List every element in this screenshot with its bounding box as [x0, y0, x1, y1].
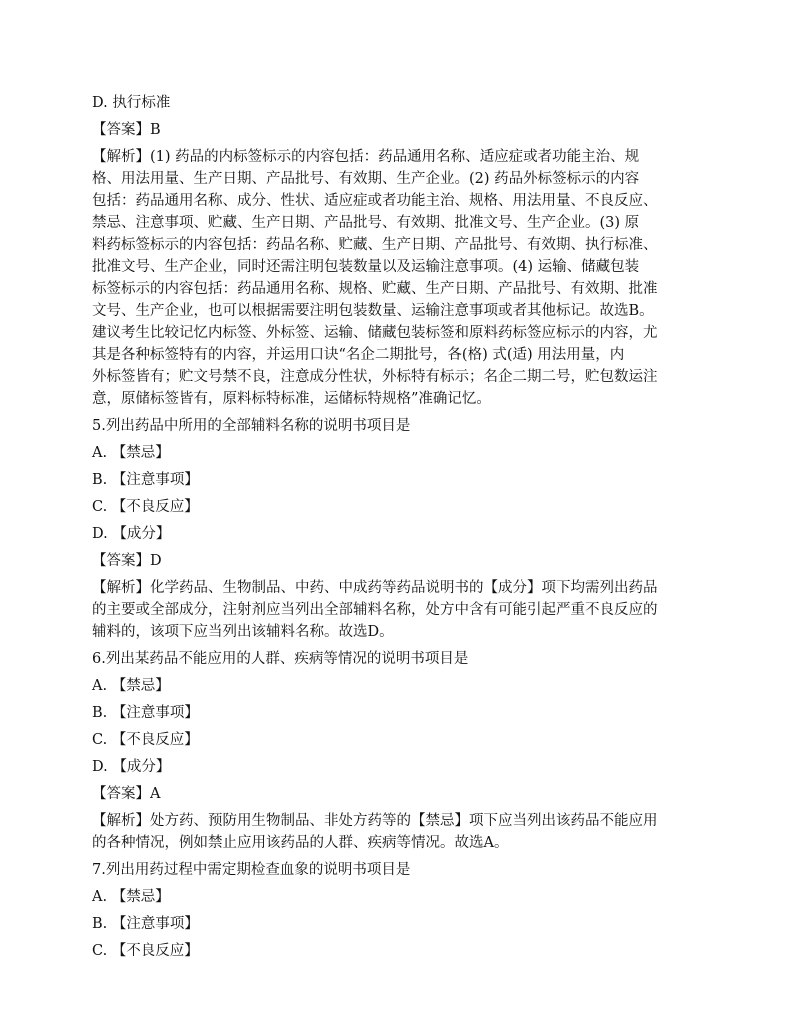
q6-answer: 【答案】A	[92, 786, 161, 802]
q5-option-a: A. 【禁忌】	[92, 445, 170, 461]
q6-option-c: C. 【不良反应】	[92, 732, 199, 748]
q5-explanation	[92, 577, 702, 643]
explanation-line: 【解析】化学药品、生物制品、中药、中成药等药品说明书的【成分】项下均需列出药品	[92, 580, 658, 596]
explanation-line: 的各种情况，例如禁止应用该药品的人群、疾病等情况。故选A。	[92, 835, 509, 851]
explanation-line: 的主要或全部成分，注射剂应当列出全部辅料名称，处方中含有可能引起严重不良反应的	[92, 602, 658, 618]
q5-option-b: B. 【注意事项】	[92, 472, 199, 488]
explanation-line: 文号、生产企业，也可以根据需要注明包装数量、运输注意事项或者其他标记。故选B。	[92, 303, 654, 319]
explanation-line: 意，原储标签皆有，原料标特标准，运储标特规格”准确记忆。	[92, 391, 491, 407]
q5-answer: 【答案】D	[92, 553, 162, 569]
explanation-line: 辅料的，该项下应当列出该辅料名称。故选D。	[92, 624, 394, 640]
q6-option-d: D. 【成分】	[92, 759, 171, 775]
q7-option-a: A. 【禁忌】	[92, 889, 170, 905]
q6-question: 6.列出某药品不能应用的人群、疾病等情况的说明书项目是	[92, 651, 469, 667]
q4-answer: 【答案】B	[92, 122, 161, 138]
explanation-line: 包括：药品通用名称、成分、性状、适应症或者功能主治、规格、用法用量、不良反应、	[92, 193, 658, 209]
explanation-line: 格、用法用量、生产日期、产品批号、有效期、生产企业。(2) 药品外标签标示的内容	[92, 171, 640, 187]
document-page	[92, 90, 702, 965]
q7-option-c: C. 【不良反应】	[92, 943, 199, 959]
explanation-line: 建议考生比较记忆内标签、外标签、运输、储藏包装标签和原料药标签应标示的内容，尤	[92, 325, 658, 341]
q7-question: 7.列出用药过程中需定期检查血象的说明书项目是	[92, 862, 411, 878]
explanation-line: 其是各种标签特有的内容，并运用口诀“名企二期批号，各(格) 式(适) 用法用量，内	[92, 347, 625, 363]
q5-option-c: C. 【不良反应】	[92, 499, 199, 515]
explanation-line: 禁忌、注意事项、贮藏、生产日期、产品批号、有效期、批准文号、生产企业。(3) 原	[92, 215, 640, 231]
q6-explanation	[92, 810, 702, 854]
explanation-line: 批准文号、生产企业，同时还需注明包装数量以及运输注意事项。(4) 运输、储藏包装	[92, 259, 640, 275]
explanation-line: 外标签皆有；贮文号禁不良，注意成分性状，外标特有标示；名企二期二号，贮包数运注	[92, 369, 658, 385]
q4-option-d: D. 执行标准	[92, 95, 171, 111]
q5-option-d: D. 【成分】	[92, 526, 171, 542]
q6-option-b: B. 【注意事项】	[92, 705, 199, 721]
explanation-line: 标签标示的内容包括：药品通用名称、规格、贮藏、生产日期、产品批号、有效期、批准	[92, 281, 658, 297]
explanation-line: 料药标签标示的内容包括：药品名称、贮藏、生产日期、产品批号、有效期、执行标准、	[92, 237, 658, 253]
q4-explanation	[92, 146, 702, 410]
q7-option-b: B. 【注意事项】	[92, 916, 199, 932]
explanation-line: 【解析】(1) 药品的内标签标示的内容包括：药品通用名称、适应症或者功能主治、规	[92, 149, 640, 165]
explanation-line: 【解析】处方药、预防用生物制品、非处方药等的【禁忌】项下应当列出该药品不能应用	[92, 813, 658, 829]
q6-option-a: A. 【禁忌】	[92, 678, 170, 694]
q5-question: 5.列出药品中所用的全部辅料名称的说明书项目是	[92, 418, 411, 434]
